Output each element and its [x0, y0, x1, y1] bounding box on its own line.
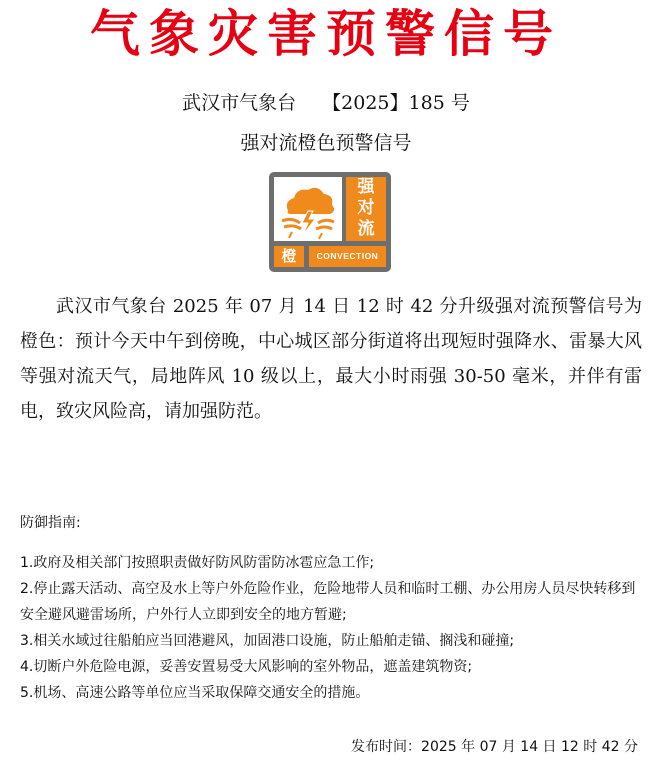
page-title: 气象灾害预警信号 [90, 4, 562, 63]
guide-item: 2.停止露天活动、高空及水上等户外危险作业，危险地带人员和临时工棚、办公用房人员尽快转移到安全避风避雷场所，户外行人立即到安全的地方暂避; [20, 581, 636, 623]
issuer-org: 武汉市气象台 [182, 92, 297, 114]
warning-body-paragraph: 武汉市气象台 2025 年 07 月 14 日 12 时 42 分升级强对流预警信号为橙色：预计今天中午到傍晚，中心城区部分街道将出现短时强降水、雷暴大风等强对流天气，局地阵风 10 级以上，最大小时雨强 30-50 毫米，并伴有雷电，致灾风险高，请加强防范。 [20, 296, 642, 422]
defense-guide-heading: 防御指南: [20, 515, 81, 531]
signal-name-char: 强 [357, 177, 375, 197]
signal-code-label: CONVECTION [309, 246, 386, 267]
signal-title: 强对流橙色预警信号 [240, 132, 412, 154]
signal-name-char: 对 [357, 198, 375, 218]
issuer-line [0, 90, 652, 116]
signal-level-label: 橙 [274, 246, 304, 267]
thunderstorm-wind-icon [274, 177, 342, 241]
guide-item: 3.相关水域过往船舶应当回港避风，加固港口设施，防止船舶走锚、搁浅和碰撞; [20, 633, 515, 649]
convection-warning-signal-icon [269, 172, 391, 272]
signal-name-panel [346, 177, 386, 241]
guide-item: 1.政府及相关部门按照职责做好防风防雷防冰雹应急工作; [20, 555, 375, 571]
defense-guide-list [20, 550, 642, 706]
guide-item: 4.切断户外危险电源，妥善安置易受大风影响的室外物品，遮盖建筑物资; [20, 659, 473, 675]
guide-item: 5.机场、高速公路等单位应当采取保障交通安全的措施。 [20, 685, 370, 701]
signal-name-char: 流 [357, 219, 375, 239]
warning-body [20, 289, 642, 429]
publish-time: 发布时间：2025 年 07 月 14 日 12 时 42 分 [351, 739, 638, 755]
document-number: 【2025】185 号 [322, 92, 470, 114]
